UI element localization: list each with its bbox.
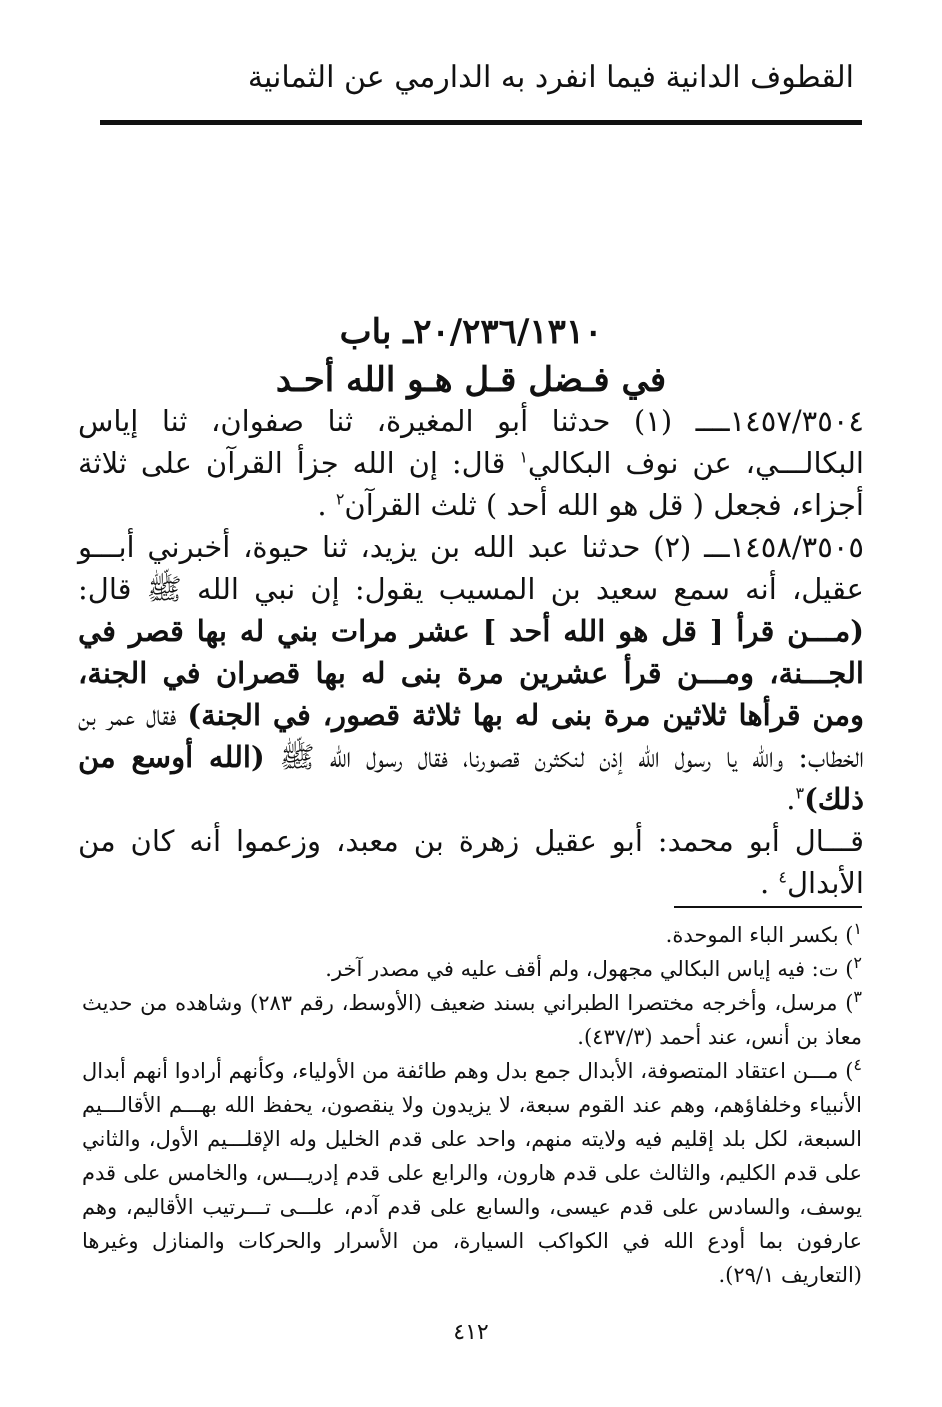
main-text xyxy=(78,400,864,904)
hadith-2-lead: ١٤٥٨/٣٥٠٥ـــ (٢) حدثنا عبد الله بن يزيد، ثنا حيوة، أخبرني أبـــو عقيل، أنه سمع سعيد بن المسيب يقول: إن نبي الله ﷺ قال: xyxy=(78,530,864,606)
page-number: ٤١٢ xyxy=(453,1320,489,1345)
hadith-2-middle: فقال عمر بن الخطاب: والله يا رسول الله إذن لنكثرن قصورنا، فقال رسول الله ﷺ xyxy=(78,698,865,774)
footnote-text: ) مـــن اعتقاد المتصوفة، الأبدال جمع بدل وهم طائفة من الأولياء، وكأنهم أرادوا أنهم أبدال الأنبياء وخلفاؤهم، وهم عند القوم سبعة، لا يزيدون ولا ينقصون، يحفظ الله بهـــم الأقالـــيم السبعة، لكل بلد إقليم فيه ولايته منهم، واحد على قدم الخليل وله الإقلـــيم الأول، والثاني على قدم الكليم، والثالث على قدم هارون، والرابع على قدم إدريـــس، والخامس على قدم يوسف، والسادس على قدم عيسى، والسابع على قدم آدم، علـــى تـــرتيب الأقاليم، وهم عارفون بما أودع الله في الكواكب السيارة، من الأسرار والحركات والمنازل وغيرها (التعاريف ٢٩/١). xyxy=(82,1059,862,1287)
author-note xyxy=(78,820,864,904)
footnote-text: ) بكسر الباء الموحدة. xyxy=(665,923,854,947)
hadith-1-end: . xyxy=(317,488,336,522)
footnote-rule xyxy=(674,906,862,908)
footnote-mark: ١ xyxy=(853,919,862,938)
footnote-3 xyxy=(82,986,862,1054)
running-head: القطوف الدانية فيما انفرد به الدارمي عن الثمانية xyxy=(247,60,854,95)
hadith-1 xyxy=(78,400,864,526)
footnote-mark: ٣ xyxy=(853,987,862,1006)
footnote-1 xyxy=(82,918,862,952)
hadith-2-reply: (الله أوسع من ذلك) xyxy=(78,740,864,816)
footnote-4 xyxy=(82,1054,862,1292)
hadith-2 xyxy=(78,526,864,820)
author-note-end: . xyxy=(759,866,779,900)
footnote-ref-2: ٢ xyxy=(335,489,345,509)
footnote-ref-1: ١ xyxy=(519,447,528,467)
hadith-2-matn: (مـــن قرأ [ قل هو الله أحد ] عشر مرات بني له بها قصر في الجـــنة، ومـــن قرأ عشرين مرة بنى له بها قصران في الجنة، ومن قرأها ثلاثين مرة بنى له بها ثلاثة قصور، في الجنة) xyxy=(78,614,865,732)
author-note-text: قـــال أبو محمد: أبو عقيل زهرة بن معبد، وزعموا أنه كان من الأبدال xyxy=(78,824,864,900)
footnote-ref-3: ٣ xyxy=(795,783,805,803)
footnote-text: ) مرسل، وأخرجه مختصرا الطبراني بسند ضعيف (الأوسط، رقم ٢٨٣) وشاهده من حديث معاذ بن أنس، عند أحمد (٤٣٧/٣). xyxy=(82,991,862,1049)
hadith-1-text: قال: إن الله جزأ القرآن على ثلاثة أجزاء، فجعل ( قل هو الله أحد ) ثلث القرآن xyxy=(78,446,864,522)
header-rule xyxy=(100,120,862,125)
footnote-ref-4: ٤ xyxy=(778,867,787,887)
footnote-mark: ٢ xyxy=(853,953,862,972)
hadith-2-end: . xyxy=(786,782,796,816)
chapter-heading xyxy=(80,308,862,404)
footnotes xyxy=(82,918,862,1292)
footnote-mark: ٤ xyxy=(853,1055,862,1074)
chapter-number: ٢٠/٢٣٦/١٣١٠ـ باب xyxy=(339,312,603,352)
chapter-title: في فـضل قـل هـو الله أحـد xyxy=(275,360,667,400)
hadith-1-lead: ١٤٥٧/٣٥٠٤ــــ (١) حدثنا أبو المغيرة، ثنا صفوان، ثنا إياس البكالـــي، عن نوف البكالي xyxy=(78,404,864,480)
footnote-2 xyxy=(82,952,862,986)
footnote-text: ) ت: فيه إياس البكالي مجهول، ولم أقف عليه في مصدر آخر. xyxy=(325,957,854,981)
